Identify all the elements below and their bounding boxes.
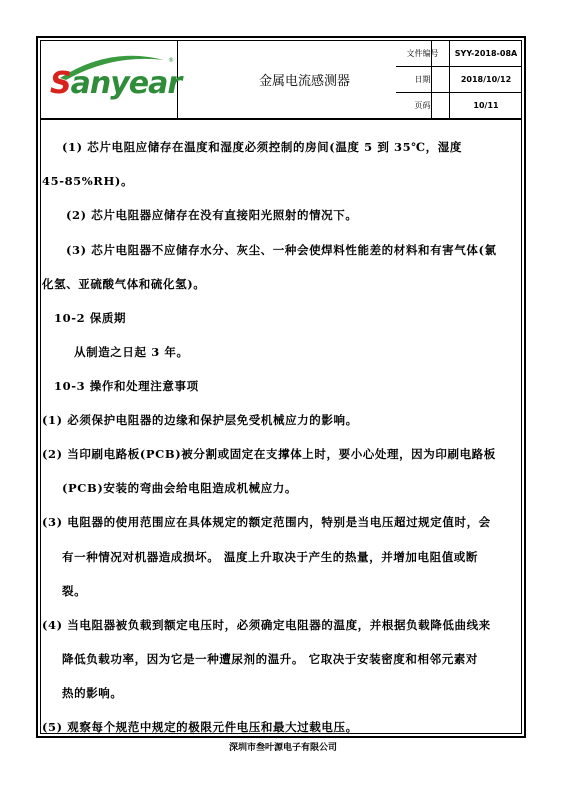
logo-letter-s: S (50, 66, 71, 101)
doc-no-value: SYY-2018-08A (454, 48, 518, 58)
footer-company: 深圳市叁叶源电子有限公司 (228, 743, 337, 753)
date-value: 2018/10/12 (460, 74, 512, 84)
paragraph-line: 裂。 (62, 584, 87, 598)
paragraph-line: 降低负载功率，因为它是一种遭尿剂的温升。 它取决于安装密度和相邻元素对 (62, 652, 478, 666)
paragraph-line: 有一种情况对机器造成损坏。 温度上升取决于产生的热量，并增加电阻值或断 (62, 550, 478, 564)
paragraph-line: (4) 当电阻器被负载到额定电压时，必须确定电阻器的温度，并根据负载降低曲线来 (42, 618, 491, 632)
paragraph-line: 45-85%RH)。 (42, 174, 134, 188)
logo (50, 66, 181, 101)
paragraph-line: 热的影响。 (62, 686, 123, 700)
paragraph-line: (1) 芯片电阻应储存在温度和湿度必须控制的房间(温度 5 到 35℃，湿度 (62, 140, 462, 154)
document-header (40, 40, 522, 120)
paragraph-line: 化氢、亚硫酸气体和硫化氢)。 (42, 277, 206, 291)
meta-row-doc-no (406, 40, 522, 66)
paragraph-line: (PCB)安装的弯曲会给电阻造成机械应力。 (62, 481, 298, 495)
paragraph-line: (2) 当印刷电路板(PCB)被分割或固定在支撑体上时，要小心处理，因为印刷电路板 (42, 447, 496, 461)
meta-row-page (414, 92, 522, 118)
paragraph-line: (1) 必须保护电阻器的边缘和保护层免受机械应力的影响。 (42, 413, 358, 427)
logo-letters: anyear (70, 66, 182, 101)
page-label: 页码 (396, 92, 450, 118)
page-value: 10/11 (473, 100, 499, 110)
logo-cell (40, 40, 182, 118)
doc-no-label: 文件编号 (396, 40, 450, 66)
paragraph-line: (5) 观察每个规范中规定的极限元件电压和最大过载电压。 (42, 720, 358, 734)
section-heading: 10-3 操作和处理注意事项 (54, 379, 199, 393)
document-title: 金属电流感测器 (178, 40, 432, 118)
paragraph-line: (2) 芯片电阻器应储存在没有直接阳光照射的情况下。 (66, 208, 358, 222)
document-meta (406, 40, 522, 118)
meta-row-date (414, 66, 522, 92)
section-heading: 10-2 保质期 (54, 311, 127, 325)
registered-mark: ® (168, 57, 174, 64)
paragraph-line: (3) 电阻器的使用范围应在具体规定的额定范围内，特别是当电压超过规定值时，会 (42, 515, 491, 529)
paragraph-line: 从制造之日起 3 年。 (74, 345, 189, 359)
date-label: 日期 (396, 66, 450, 92)
paragraph-line: (3) 芯片电阻器不应储存水分、灰尘、一种会使焊料性能差的材料和有害气体(氯 (66, 243, 497, 257)
